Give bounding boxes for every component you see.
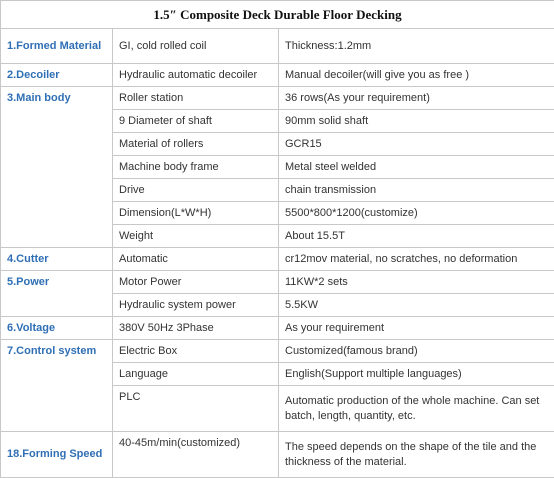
value-cell: The speed depends on the shape of the tile and the thickness of the material.	[279, 432, 554, 478]
item-cell: Weight	[113, 225, 279, 248]
section-cutter: 4.Cutter	[1, 248, 113, 271]
item-cell: Motor Power	[113, 271, 279, 294]
title-row	[1, 1, 554, 29]
item-cell: Hydraulic system power	[113, 294, 279, 317]
item-cell: Roller station	[113, 87, 279, 110]
value-cell: Metal steel welded	[279, 156, 554, 179]
value-cell: Manual decoiler(will give you as free )	[279, 64, 554, 87]
value-cell: Thickness:1.2mm	[279, 29, 554, 64]
value-cell: As your requirement	[279, 317, 554, 340]
item-cell: Dimension(L*W*H)	[113, 202, 279, 225]
table-row	[1, 317, 554, 340]
item-cell: Hydraulic automatic decoiler	[113, 64, 279, 87]
table-row	[1, 271, 554, 294]
item-cell: 40-45m/min(customized)	[113, 432, 279, 478]
item-cell: Electric Box	[113, 340, 279, 363]
section-voltage: 6.Voltage	[1, 317, 113, 340]
value-cell: cr12mov material, no scratches, no deformation	[279, 248, 554, 271]
section-decoiler: 2.Decoiler	[1, 64, 113, 87]
table-row	[1, 340, 554, 363]
item-cell: Drive	[113, 179, 279, 202]
item-cell: GI, cold rolled coil	[113, 29, 279, 64]
value-cell: About 15.5T	[279, 225, 554, 248]
table-row	[1, 248, 554, 271]
value-cell: Automatic production of the whole machine. Can set batch, length, quantity, etc.	[279, 386, 554, 432]
value-cell: English(Support multiple languages)	[279, 363, 554, 386]
section-power: 5.Power	[1, 271, 113, 317]
value-cell: 36 rows(As your requirement)	[279, 87, 554, 110]
table-row	[1, 29, 554, 64]
item-cell: 9 Diameter of shaft	[113, 110, 279, 133]
item-cell: Language	[113, 363, 279, 386]
item-cell: Automatic	[113, 248, 279, 271]
table-row	[1, 64, 554, 87]
table-title: 1.5″ Composite Deck Durable Floor Decking	[1, 1, 554, 29]
item-cell: 380V 50Hz 3Phase	[113, 317, 279, 340]
item-cell: Material of rollers	[113, 133, 279, 156]
section-control-system: 7.Control system	[1, 340, 113, 432]
section-formed-material: 1.Formed Material	[1, 29, 113, 64]
section-main-body: 3.Main body	[1, 87, 113, 248]
section-forming-speed: 18.Forming Speed	[1, 432, 113, 478]
item-cell: Machine body frame	[113, 156, 279, 179]
value-cell: 11KW*2 sets	[279, 271, 554, 294]
table-row	[1, 432, 554, 478]
value-cell: 5500*800*1200(customize)	[279, 202, 554, 225]
value-cell: GCR15	[279, 133, 554, 156]
value-cell: 90mm solid shaft	[279, 110, 554, 133]
value-cell: chain transmission	[279, 179, 554, 202]
item-cell: PLC	[113, 386, 279, 432]
table-row	[1, 87, 554, 110]
value-cell: Customized(famous brand)	[279, 340, 554, 363]
value-cell: 5.5KW	[279, 294, 554, 317]
